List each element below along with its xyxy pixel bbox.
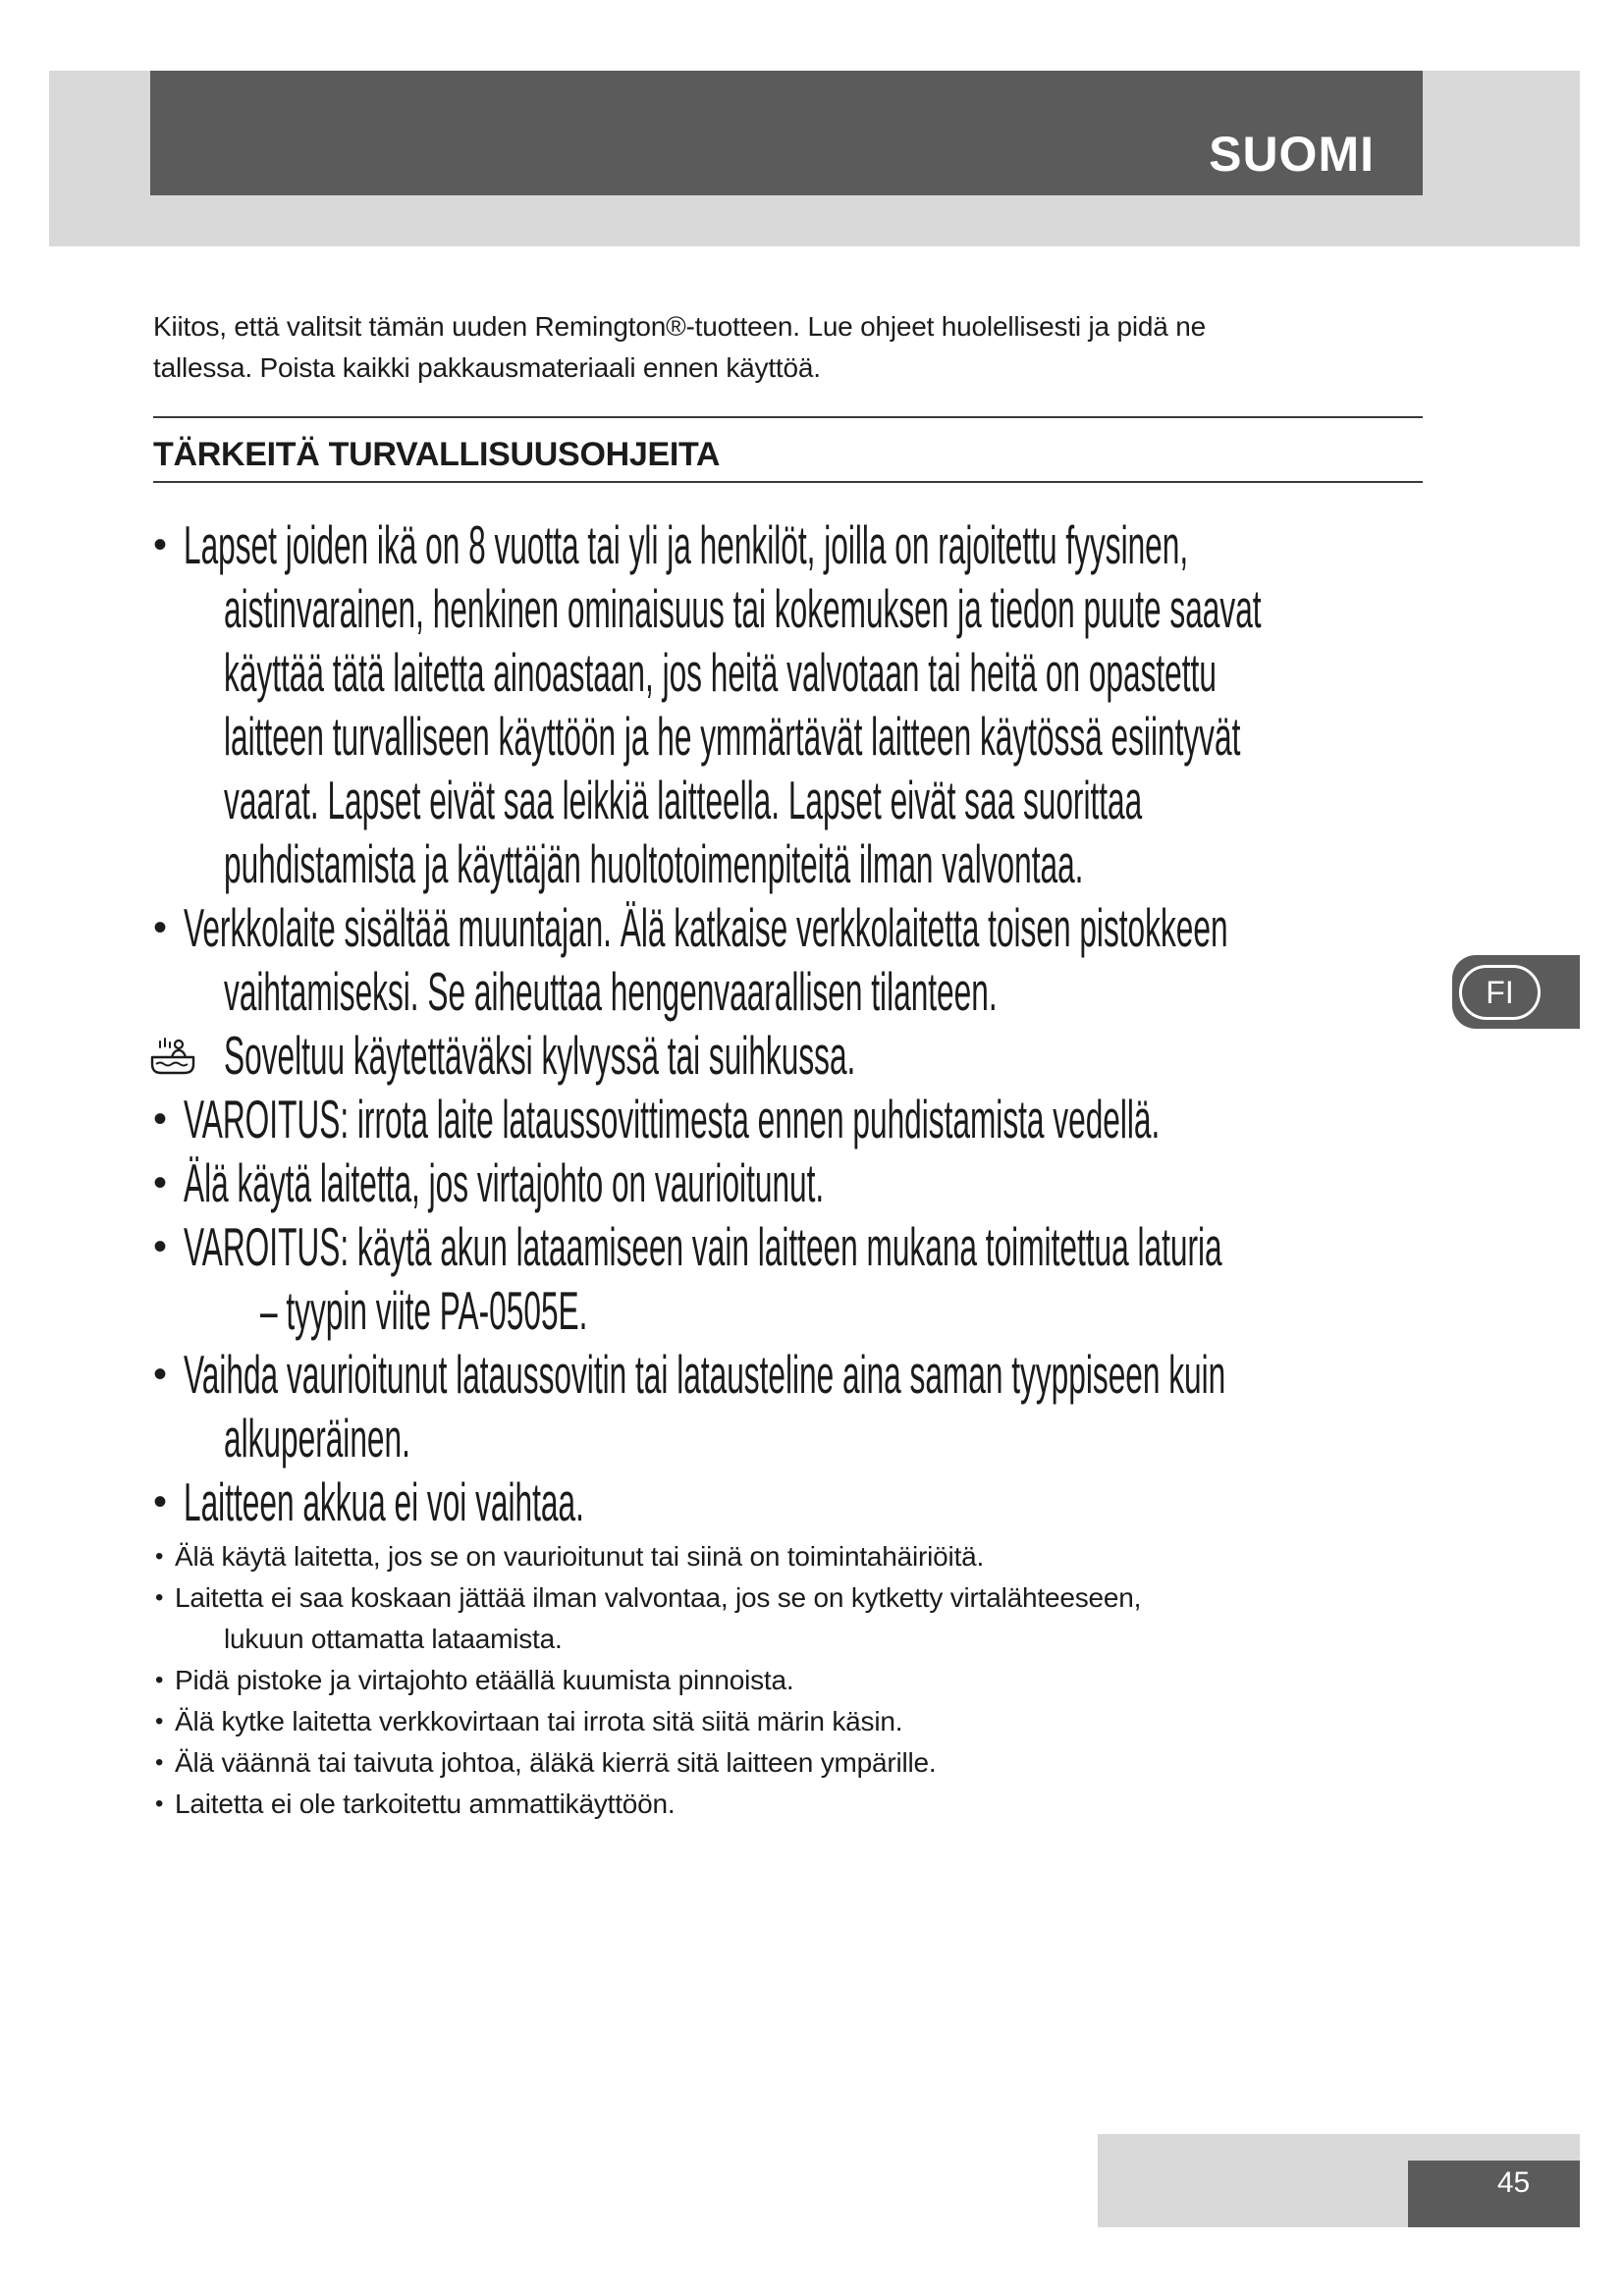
- safety-item: [0, 1742, 1434, 1784]
- bullet-marker: [155, 1660, 163, 1701]
- safety-item-text: puhdistamista ja käyttäjän huoltotoimenpiteitä ilman valvontaa.: [224, 833, 1084, 894]
- safety-item-text: Älä käytä laitetta, jos virtajohto on vaurioitunut.: [184, 1152, 825, 1213]
- safety-item-line: [0, 896, 1434, 960]
- safety-item: [0, 513, 1434, 896]
- safety-item-line: [0, 641, 1434, 705]
- bullet-marker: [153, 1215, 167, 1279]
- safety-item-line: [0, 705, 1434, 769]
- bullet-marker: [153, 1343, 167, 1407]
- safety-item-text: Soveltuu käytettäväksi kylvyssä tai suihkussa.: [224, 1025, 856, 1086]
- safety-item-line: [0, 960, 1434, 1024]
- safety-list-small: [0, 1536, 1434, 1825]
- safety-item-text: lukuun ottamatta lataamista.: [224, 1624, 563, 1654]
- safety-item-text: Laitetta ei ole tarkoitettu ammattikäyttöön.: [175, 1789, 676, 1819]
- safety-item-line: [0, 513, 1434, 577]
- safety-item-text: Älä väännä tai taivuta johtoa, äläkä kierrä sitä laitteen ympärille.: [175, 1747, 937, 1778]
- page-number: 45: [1496, 2166, 1531, 2199]
- safety-item: [0, 1215, 1434, 1343]
- safety-item-line: [0, 1279, 1434, 1343]
- safety-item-text: Vaihda vaurioitunut lataussovitin tai latausteline aina saman tyyppiseen kuin: [184, 1344, 1226, 1405]
- bullet-marker: [155, 1701, 163, 1742]
- divider-top: [153, 416, 1423, 418]
- safety-item-line: [0, 1151, 1434, 1215]
- safety-item: [0, 1151, 1434, 1215]
- bullet-marker: [153, 1088, 167, 1151]
- language-title: SUOMI: [1209, 127, 1375, 182]
- safety-item: [0, 1470, 1434, 1534]
- intro-paragraph: [153, 306, 1430, 389]
- bath-icon: [148, 1036, 197, 1077]
- safety-item-text: vaarat. Lapset eivät saa leikkiä laitteella. Lapset eivät saa suorittaa: [224, 770, 1143, 830]
- safety-item-line: [0, 1343, 1434, 1407]
- safety-item: [0, 1536, 1434, 1577]
- safety-item: [0, 1024, 1434, 1088]
- bullet-marker: [155, 1536, 163, 1577]
- bullet-marker: [153, 1470, 167, 1534]
- safety-item-text: Laitteen akkua ei voi vaihtaa.: [184, 1471, 584, 1532]
- bullet-marker: [155, 1577, 163, 1619]
- bullet-marker: [155, 1784, 163, 1825]
- safety-item-text: Verkkolaite sisältää muuntajan. Älä katkaise verkkolaitetta toisen pistokkeen: [184, 897, 1228, 958]
- safety-item-text: Älä kytke laitetta verkkovirtaan tai irrota sitä siitä märin käsin.: [175, 1706, 903, 1736]
- safety-item-line: [0, 769, 1434, 832]
- safety-item-line: [0, 1407, 1434, 1470]
- safety-item-line: [0, 1215, 1434, 1279]
- safety-item-text: Älä käytä laitetta, jos se on vaurioitunut tai siinä on toimintahäiriöitä.: [175, 1541, 985, 1572]
- safety-item-text: vaihtamiseksi. Se aiheuttaa hengenvaarallisen tilanteen.: [224, 961, 998, 1022]
- safety-item-line: [0, 1470, 1434, 1534]
- safety-item-text: VAROITUS: irrota laite lataussovittimesta ennen puhdistamista vedellä.: [184, 1089, 1161, 1149]
- safety-item: [0, 1660, 1434, 1701]
- safety-item: [0, 1701, 1434, 1742]
- safety-item-text: – tyypin viite PA-0505E.: [260, 1280, 588, 1341]
- intro-line: tallessa. Poista kaikki pakkausmateriaali ennen käyttöä.: [153, 352, 821, 383]
- safety-item-line: [0, 1024, 1434, 1088]
- safety-item: [0, 1088, 1434, 1151]
- safety-item-text: Lapset joiden ikä on 8 vuotta tai yli ja henkilöt, joilla on rajoitettu fyysinen,: [184, 514, 1189, 575]
- safety-item-line: [0, 1088, 1434, 1151]
- safety-item-text: laitteen turvalliseen käyttöön ja he ymmärtävät laitteen käytössä esiintyvät: [224, 706, 1241, 767]
- safety-item: [0, 1784, 1434, 1825]
- safety-item-text: alkuperäinen.: [224, 1408, 410, 1468]
- safety-list-large: [0, 513, 1434, 1534]
- safety-item: [0, 896, 1434, 1024]
- safety-item-text: Pidä pistoke ja virtajohto etäällä kuumista pinnoista.: [175, 1665, 794, 1695]
- intro-line: Kiitos, että valitsit tämän uuden Remington®-tuotteen. Lue ohjeet huolellisesti ja pidä ne: [153, 311, 1206, 342]
- safety-item-line: [0, 832, 1434, 896]
- bullet-marker: [153, 1151, 167, 1215]
- safety-item-line: [0, 577, 1434, 641]
- safety-item: [0, 1577, 1434, 1660]
- bullet-marker: [153, 896, 167, 960]
- safety-item-text: VAROITUS: käytä akun lataamiseen vain laitteen mukana toimitettua laturia: [184, 1216, 1222, 1277]
- bullet-marker: [153, 513, 167, 577]
- bullet-marker: [155, 1742, 163, 1784]
- safety-item-text: käyttää tätä laitetta ainoastaan, jos heitä valvotaan tai heitä on opastettu: [224, 642, 1217, 703]
- safety-item: [0, 1343, 1434, 1470]
- divider-bottom: [153, 481, 1423, 483]
- language-tab-label: FI: [1459, 965, 1541, 1020]
- safety-item-text: aistinvarainen, henkinen ominaisuus tai kokemuksen ja tiedon puute saavat: [224, 578, 1262, 639]
- safety-item-text: Laitetta ei saa koskaan jättää ilman valvontaa, jos se on kytketty virtalähteeseen,: [175, 1582, 1142, 1613]
- section-heading: TÄRKEITÄ TURVALLISUUSOHJEITA: [153, 436, 721, 473]
- language-tab: [1452, 955, 1580, 1029]
